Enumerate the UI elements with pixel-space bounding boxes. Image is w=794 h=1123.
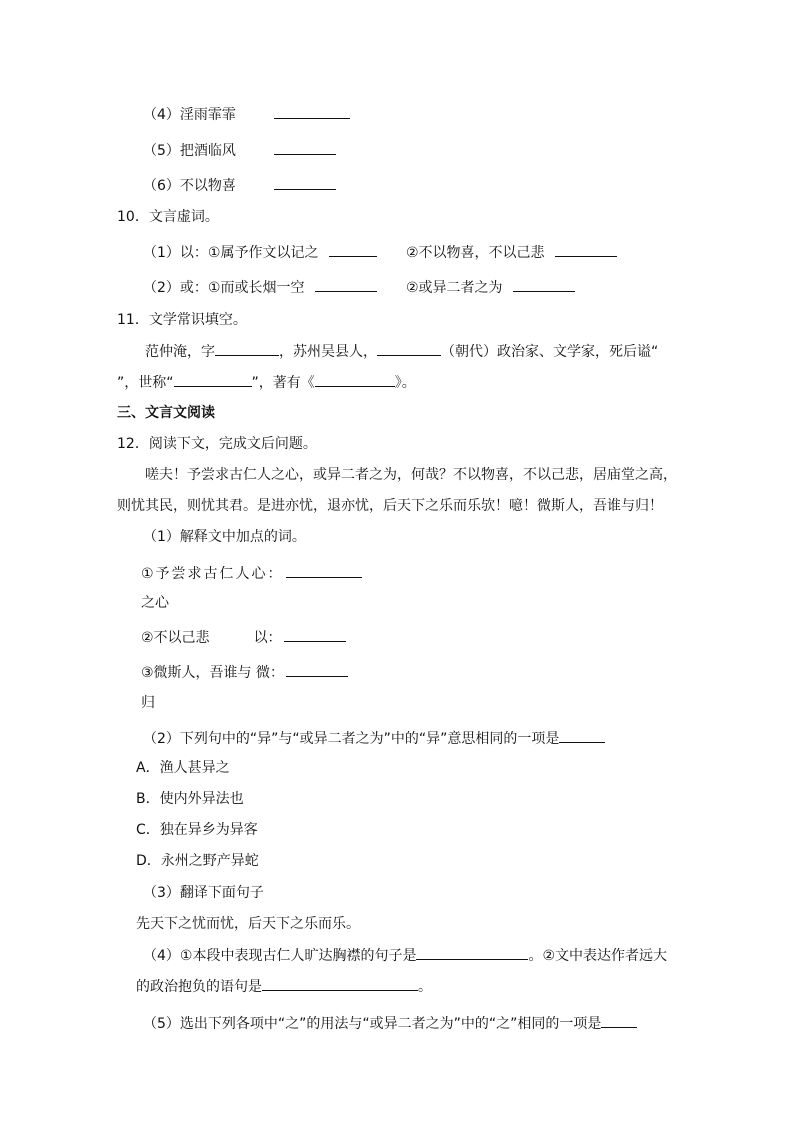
answer-blank[interactable] [377,341,441,356]
answer-blank[interactable] [262,976,418,991]
answer-blank[interactable] [315,372,395,387]
text: （2）下列句中的“异”与“或异二者之为”中的“异”意思相同的一项是 [143,731,560,747]
answer-blank[interactable] [315,277,377,292]
option-b[interactable]: B．使内外异法也 [136,791,244,807]
answer-blank[interactable] [274,140,336,155]
answer-blank[interactable] [601,1013,637,1028]
passage-line-1: 嗟夫！予尝求古仁人之心，或异二者之为，何哉？不以物喜，不以己悲，居庙堂之高， [145,467,677,483]
q10-row-2 [143,277,377,298]
item-text: 淫雨霏霏 [179,107,236,123]
item-number: （4） [143,107,180,123]
q12-sub-4-cont [136,976,432,997]
text: （朝代）政治家、文学家，死后谥“ [441,344,659,360]
q12-sub-5 [143,1013,637,1034]
item-text: ②不以物喜，不以己悲 [406,245,545,261]
answer-blank[interactable] [286,563,362,578]
q10-row-1 [143,242,377,263]
text: ”，世称“ [117,375,174,391]
answer-blank[interactable] [416,945,528,960]
option-c[interactable]: C．独在异乡为异客 [136,822,258,838]
q9-item-4 [143,104,350,125]
answer-blank[interactable] [274,175,336,190]
answer-blank[interactable] [286,662,348,677]
section-heading: 三、文言文阅读 [117,405,215,421]
text: 。 [418,979,432,995]
q12-title: 12．阅读下文，完成文后问题。 [117,436,317,452]
text: 》。 [394,375,416,391]
item-text: ①属予作文以记之 [207,245,319,261]
answer-blank[interactable] [555,242,617,257]
answer-blank[interactable] [513,277,575,292]
text: ”，著有《 [251,375,315,391]
text: ③微斯人，吾谁与 微： [141,665,285,681]
q12-word-2 [141,627,346,648]
item-head: 或： [179,280,208,296]
q11-line-2 [117,372,416,393]
item-number: （2） [143,280,180,296]
text: 的政治抱负的语句是 [136,979,262,995]
passage-line-2: 则忧其民，则忧其君。是进亦忧，退亦忧，后天下之乐而乐欤！噫！微斯人，吾谁与归！ [117,498,663,514]
item-number: （5） [143,143,180,159]
answer-blank[interactable] [559,728,605,743]
q12-sub-1: （1）解释文中加点的词。 [143,529,306,545]
q12-word-1 [141,563,362,584]
answer-blank[interactable] [215,341,279,356]
item-text: ①而或长烟一空 [207,280,305,296]
text: （4）①本段中表现古仁人旷达胸襟的句子是 [143,948,417,964]
q12-word-1-cont: 之心 [141,595,169,611]
answer-blank[interactable] [274,104,350,119]
item-head: 以： [179,245,208,261]
answer-blank[interactable] [329,242,377,257]
q12-word-3 [141,662,348,683]
option-a[interactable]: A．渔人甚异之 [136,760,230,776]
q11-line-1 [145,341,658,362]
q12-sub-2 [143,728,605,749]
text: ①予尝求古仁人心： [141,566,284,582]
q10-title: 10．文言虚词。 [117,209,219,225]
item-text: ②或异二者之为 [406,280,503,296]
q12-sub-3-sentence: 先天下之忧而忧，后天下之乐而乐。 [136,916,360,932]
text: 。②文中表达作者远大 [528,948,668,964]
option-d[interactable]: D．永州之野产异蛇 [136,853,259,869]
text: 以： [253,630,282,646]
q11-title: 11．文学常识填空。 [117,312,247,328]
text: 范仲淹，字 [145,344,215,360]
item-text: 不以物喜 [179,178,236,194]
q9-item-6 [143,175,336,196]
answer-blank[interactable] [174,372,252,387]
q10-row-1-b [406,242,617,263]
q10-row-2-b [406,277,575,298]
q12-sub-3: （3）翻译下面句子 [143,885,264,901]
item-number: （1） [143,245,180,261]
text: （5）选出下列各项中“之”的用法与“或异二者之为”中的“之”相同的一项是 [143,1016,602,1032]
item-text: 把酒临风 [179,143,236,159]
q9-item-5 [143,140,336,161]
answer-blank[interactable] [284,627,346,642]
text: ，苏州吴县人， [279,344,377,360]
q12-sub-4 [143,945,667,966]
q12-word-3-cont: 归 [141,695,155,711]
item-number: （6） [143,178,180,194]
text: ②不以己悲 [141,630,210,646]
